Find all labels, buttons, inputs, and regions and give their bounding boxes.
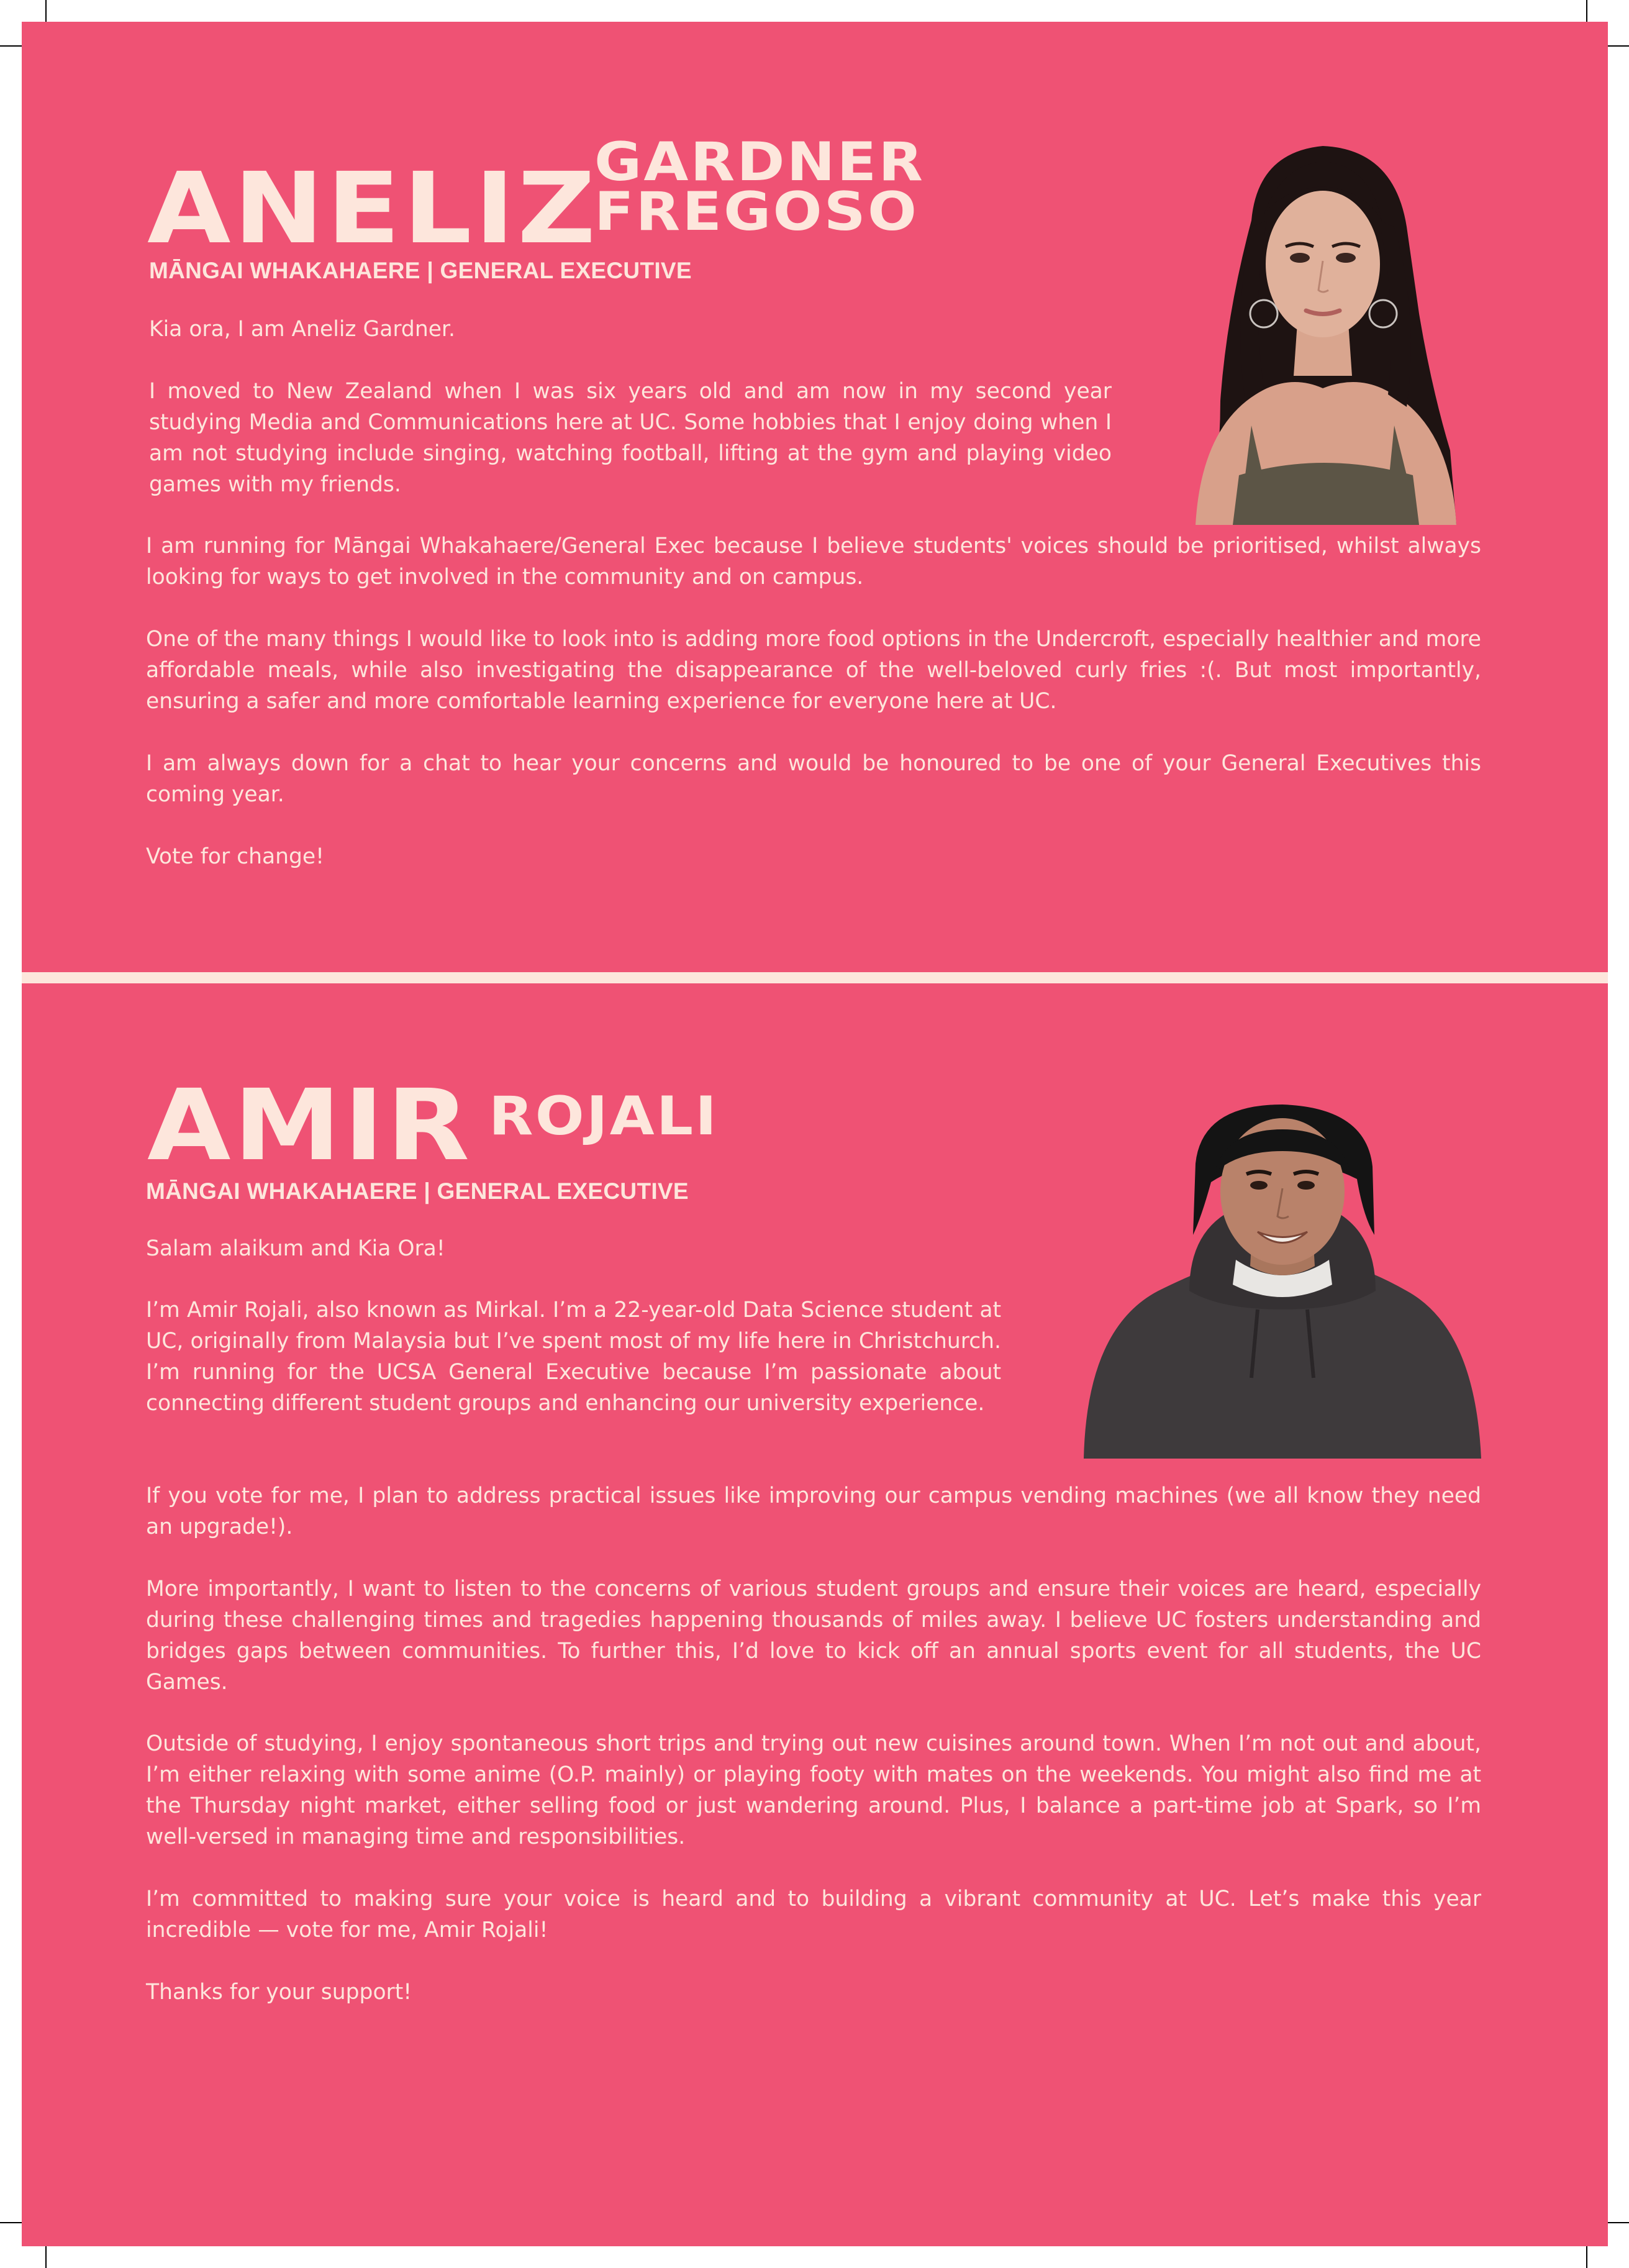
bio-paragraph: I am running for Māngai Whakahaere/General Exec because I believe students' voices should be prioritised, whilst always looking for ways to get involved in the community and on campus. <box>146 534 1481 590</box>
last-name-line-1: GARDNER <box>594 131 925 193</box>
crop-mark <box>1607 2222 1629 2223</box>
section-divider <box>22 972 1608 983</box>
bio-paragraph: More importantly, I want to listen to the concerns of various student groups and ensure their voices are heard, especially during these challenging times and tragedies happening thousands of miles away. I believe UC fosters understanding and bridges gaps between communities. To further this, I’d love to kick off an annual sports event for all students, the UC Games. <box>146 1577 1481 1695</box>
crop-mark <box>1607 45 1629 47</box>
candidate-panel-amir <box>22 983 1608 2246</box>
candidate-first-name: ANELIZ <box>147 152 599 266</box>
crop-mark <box>45 0 47 22</box>
bio-paragraph: Vote for change! <box>146 844 324 869</box>
bio-paragraph: Thanks for your support! <box>146 1980 412 2005</box>
crop-mark <box>0 45 22 47</box>
candidate-photo <box>1158 127 1494 525</box>
candidate-last-name <box>489 1085 719 1147</box>
bio-paragraph: I’m Amir Rojali, also known as Mirkal. I’m a 22-year-old Data Science student at UC, originally from Malaysia but I’ve spent most of my life here in Christchurch. I’m running for the UCSA General Executive because I’m passionate about connecting different student groups and enhancing our university experience. <box>146 1298 1001 1416</box>
bio-paragraph: I moved to New Zealand when I was six years old and am now in my second year studying Media and Communications here at UC. Some hobbies that I enjoy doing when I am not studying include singing, watching football, lifting at the gym and playing video games with my friends. <box>149 379 1112 497</box>
bio-paragraph: Outside of studying, I enjoy spontaneous short trips and trying out new cuisines around town. When I’m not out and about, I’m either relaxing with some anime (O.P. mainly) or playing footy with mates on the weekends. You might also find me at the Thursday night market, either selling food or just wandering around. Plus, I balance a part-time job at Spark, so I’m well-versed in managing time and responsibilities. <box>146 1731 1481 1849</box>
portrait-illustration <box>1084 1104 1481 1459</box>
last-name-line-2: FREGOSO <box>594 180 919 243</box>
bio-paragraph: I am always down for a chat to hear your concerns and would be honoured to be one of your General Executives this coming year. <box>146 751 1481 807</box>
portrait-illustration <box>1158 127 1494 525</box>
crop-mark <box>1586 2246 1587 2268</box>
candidate-last-name <box>594 131 925 243</box>
bio-paragraph: Kia ora, I am Aneliz Gardner. <box>149 317 455 342</box>
bio-paragraph: I’m committed to making sure your voice is heard and to building a vibrant community at UC. Let’s make this year incredible — vote for me, Amir Rojali! <box>146 1887 1481 1942</box>
candidate-photo <box>1084 1104 1481 1459</box>
bio-paragraph: If you vote for me, I plan to address practical issues like improving our campus vending machines (we all know they need an upgrade!). <box>146 1483 1481 1539</box>
bio-paragraph: One of the many things I would like to look into is adding more food options in the Undercroft, especially healthier and more affordable meals, while also investigating the disappearance of the well-beloved curly fries :(. But most importantly, ensuring a safer and more comfortable learning experience for everyone here at UC. <box>146 627 1481 714</box>
crop-mark <box>0 2222 22 2223</box>
crop-mark <box>1586 0 1587 22</box>
crop-mark <box>45 2246 47 2268</box>
candidate-first-name: AMIR <box>147 1068 473 1183</box>
candidate-role: MĀNGAI WHAKAHAERE | GENERAL EXECUTIVE <box>146 1178 689 1204</box>
candidate-panel-aneliz <box>22 22 1608 972</box>
bio-paragraph: Salam alaikum and Kia Ora! <box>146 1236 445 1261</box>
candidate-role: MĀNGAI WHAKAHAERE | GENERAL EXECUTIVE <box>149 258 692 283</box>
last-name-line-1: ROJALI <box>489 1085 719 1147</box>
